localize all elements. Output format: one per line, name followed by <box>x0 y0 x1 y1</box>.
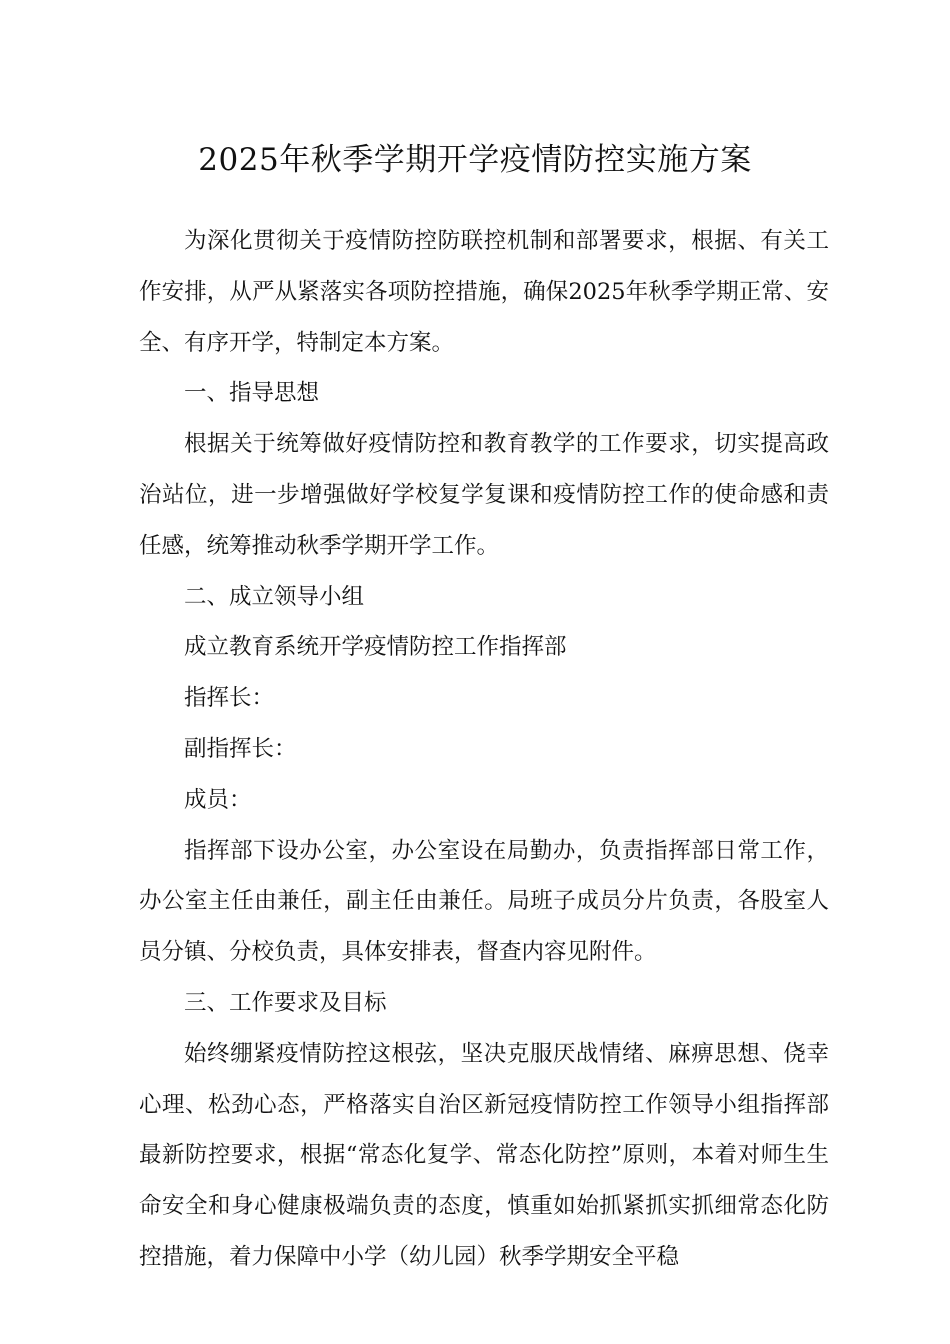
section-heading-guiding-ideology: 一、指导思想 <box>184 380 320 407</box>
headquarters-line: 成立教育系统开学疫情防控工作指挥部 <box>184 634 567 661</box>
section-heading-leadership-group: 二、成立领导小组 <box>184 583 365 610</box>
members-line: 成员： <box>184 786 252 813</box>
section-heading-requirements: 三、工作要求及目标 <box>184 989 387 1016</box>
intro-paragraph: 为深化贯彻关于疫情防控防联控机制和部署要求，根据、有关工作安排，从严从紧落实各项防控措施，确保2025年秋季学期正常、安全、有序开学，特制定本方案。 <box>139 228 829 356</box>
office-paragraph: 指挥部下设办公室，办公室设在局勤办，负责指挥部日常工作，办公室主任由兼任，副主任由兼任。局班子成员分片负责，各股室人员分镇、分校负责，具体安排表，督查内容见附件。 <box>139 837 829 966</box>
document-body <box>139 216 829 1283</box>
commander-line: 指挥长： <box>184 685 275 712</box>
requirements-paragraph: 始终绷紧疫情防控这根弦，坚决克服厌战情绪、麻痹思想、侥幸心理、松劲心态，严格落实自治区新冠疫情防控工作领导小组指挥部最新防控要求，根据“常态化复学、常态化防控”原则，本着对师生生命安全和身心健康极端负责的态度，慎重如始抓紧抓实抓细常态化防控措施，着力保障中小学（幼儿园）秋季学期安全平稳 <box>139 1040 829 1270</box>
guiding-ideology-paragraph: 根据关于统筹做好疫情防控和教育教学的工作要求，切实提高政治站位，进一步增强做好学校复学复课和疫情防控工作的使命感和责任感，统筹推动秋季学期开学工作。 <box>139 431 829 559</box>
deputy-commander-line: 副指挥长： <box>184 735 297 762</box>
document-title: 2025年秋季学期开学疫情防控实施方案 <box>198 142 752 178</box>
